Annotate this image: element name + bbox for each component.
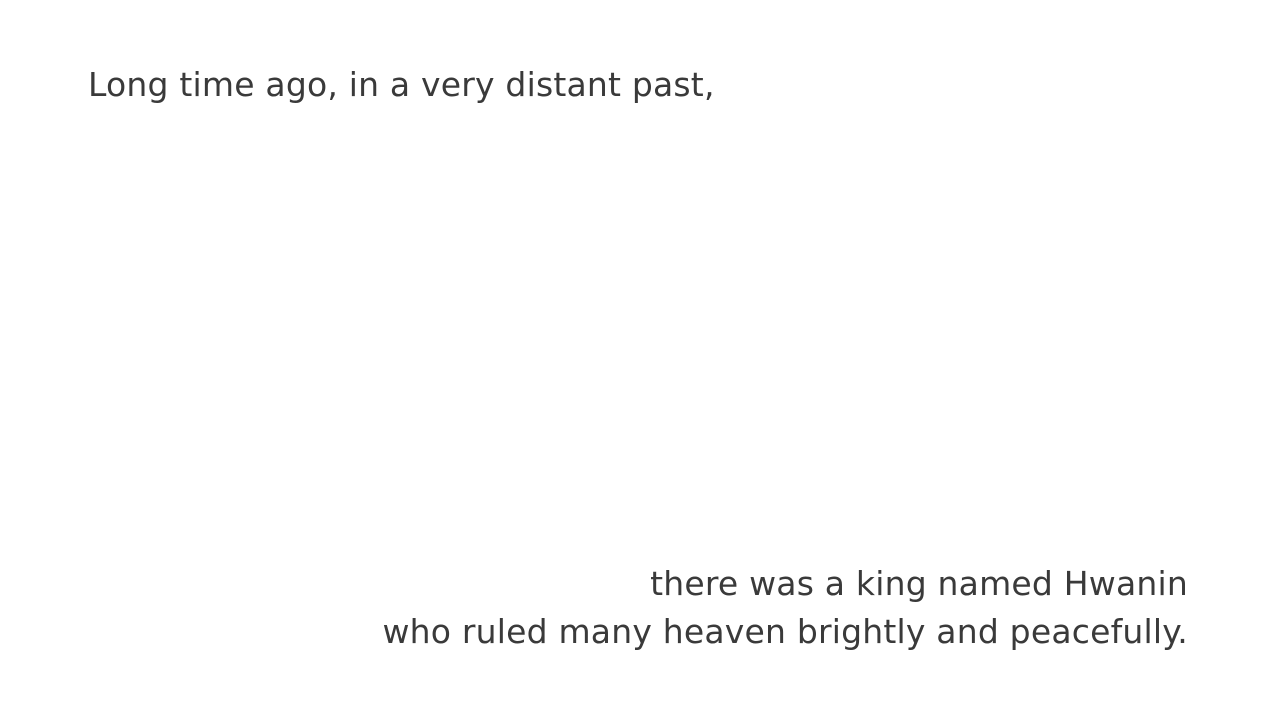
story-opening-text: Long time ago, in a very distant past,	[88, 65, 715, 104]
story-bottom-text-block	[382, 560, 1188, 656]
story-text-line-2: there was a king named Hwanin	[650, 564, 1188, 603]
story-text-line-3: who ruled many heaven brightly and peacefully.	[382, 612, 1188, 651]
